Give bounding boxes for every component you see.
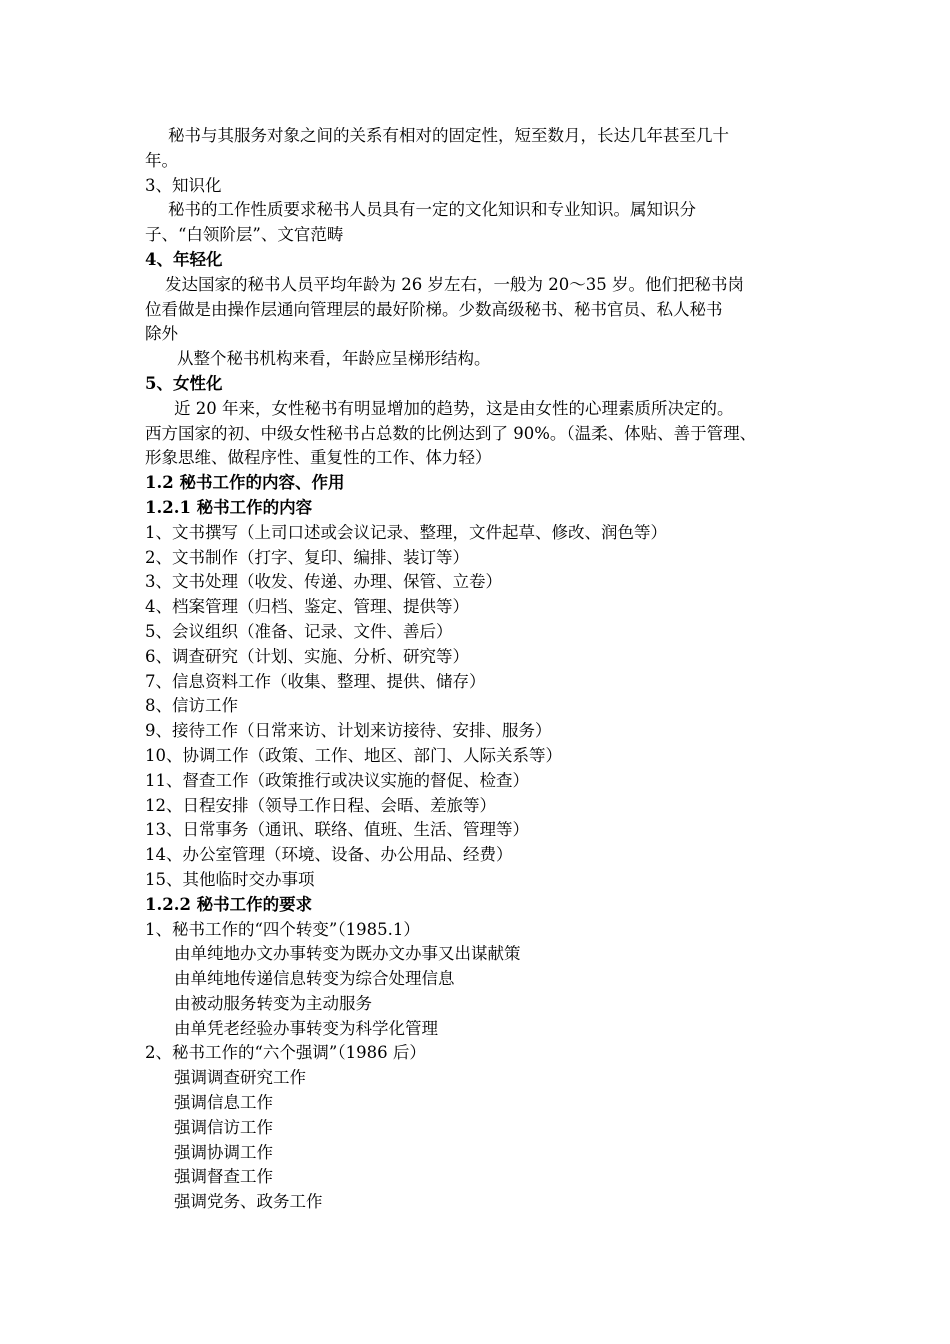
paragraph-line: 近 20 年来，女性秘书有明显增加的趋势，这是由女性的心理素质所决定的。 bbox=[174, 398, 734, 418]
list-item: 7、信息资料工作（收集、整理、提供、储存） bbox=[145, 671, 486, 691]
paragraph-line: 形象思维、做程序性、重复性的工作、体力轻） bbox=[145, 448, 492, 468]
list-item: 4、档案管理（归档、鉴定、管理、提供等） bbox=[145, 597, 469, 617]
paragraph-line: 西方国家的初、中级女性秘书占总数的比例达到了 90%。（温柔、体贴、善于管理、 bbox=[145, 423, 757, 443]
list-item: 14、办公室管理（环境、设备、办公用品、经费） bbox=[145, 845, 513, 865]
sub-item: 强调督查工作 bbox=[174, 1167, 273, 1187]
paragraph-line: 年。 bbox=[145, 150, 178, 170]
list-item: 8、信访工作 bbox=[145, 696, 238, 716]
requirements-list bbox=[145, 918, 810, 1216]
list-item: 10、协调工作（政策、工作、地区、部门、人际关系等） bbox=[145, 745, 562, 765]
list-item: 5、会议组织（准备、记录、文件、善后） bbox=[145, 621, 453, 641]
section-heading-1-2: 1.2 秘书工作的内容、作用 bbox=[145, 473, 345, 493]
sub-item: 由单纯地传递信息转变为综合处理信息 bbox=[174, 969, 455, 989]
list-item: 1、文书撰写（上司口述或会议记录、整理，文件起草、修改、润色等） bbox=[145, 522, 667, 542]
list-heading: 4、年轻化 bbox=[145, 249, 223, 269]
list-item: 13、日常事务（通讯、联络、值班、生活、管理等） bbox=[145, 820, 529, 840]
document-body bbox=[145, 124, 810, 1215]
paragraph-line: 秘书的工作性质要求秘书人员具有一定的文化知识和专业知识。属知识分 bbox=[168, 200, 696, 220]
list-item: 11、督查工作（政策推行或决议实施的督促、检查） bbox=[145, 770, 529, 790]
paragraph-line: 从整个秘书机构来看，年龄应呈梯形结构。 bbox=[177, 349, 491, 369]
list-heading: 5、女性化 bbox=[145, 373, 223, 393]
section-heading-1-2-1: 1.2.1 秘书工作的内容 bbox=[145, 497, 313, 517]
list-heading: 3、知识化 bbox=[145, 175, 222, 195]
list-item: 15、其他临时交办事项 bbox=[145, 869, 315, 889]
list-item: 2、秘书工作的“六个强调”（1986 后） bbox=[145, 1043, 426, 1063]
paragraph-line: 除外 bbox=[145, 324, 178, 344]
list-item: 6、调查研究（计划、实施、分析、研究等） bbox=[145, 646, 469, 666]
sub-item: 强调信息工作 bbox=[174, 1093, 273, 1113]
sub-item: 强调党务、政务工作 bbox=[174, 1192, 323, 1212]
sub-item: 强调信访工作 bbox=[174, 1117, 273, 1137]
list-item: 9、接待工作（日常来访、计划来访接待、安排、服务） bbox=[145, 721, 552, 741]
sub-item: 由单纯地办文办事转变为既办文办事又出谋献策 bbox=[174, 944, 521, 964]
paragraph-line: 子、“白领阶层”、文官范畴 bbox=[145, 225, 344, 245]
list-item: 2、文书制作（打字、复印、编排、装订等） bbox=[145, 547, 469, 567]
sub-item: 由被动服务转变为主动服务 bbox=[174, 993, 372, 1013]
sub-item: 强调调查研究工作 bbox=[174, 1068, 306, 1088]
paragraph-line: 发达国家的秘书人员平均年龄为 26 岁左右，一般为 20～35 岁。他们把秘书岗 bbox=[165, 274, 744, 294]
sub-item: 强调协调工作 bbox=[174, 1142, 273, 1162]
sub-item: 由单凭老经验办事转变为科学化管理 bbox=[174, 1018, 438, 1038]
section-heading-1-2-2: 1.2.2 秘书工作的要求 bbox=[145, 894, 313, 914]
paragraph-line: 秘书与其服务对象之间的关系有相对的固定性，短至数月，长达几年甚至几十 bbox=[168, 126, 729, 145]
content-list bbox=[145, 521, 810, 893]
list-item: 12、日程安排（领导工作日程、会晤、差旅等） bbox=[145, 795, 496, 815]
list-item: 1、秘书工作的“四个转变”（1985.1） bbox=[145, 919, 420, 939]
paragraph-line: 位看做是由操作层通向管理层的最好阶梯。少数高级秘书、秘书官员、私人秘书 bbox=[145, 299, 723, 319]
list-item: 3、文书处理（收发、传递、办理、保管、立卷） bbox=[145, 572, 502, 592]
